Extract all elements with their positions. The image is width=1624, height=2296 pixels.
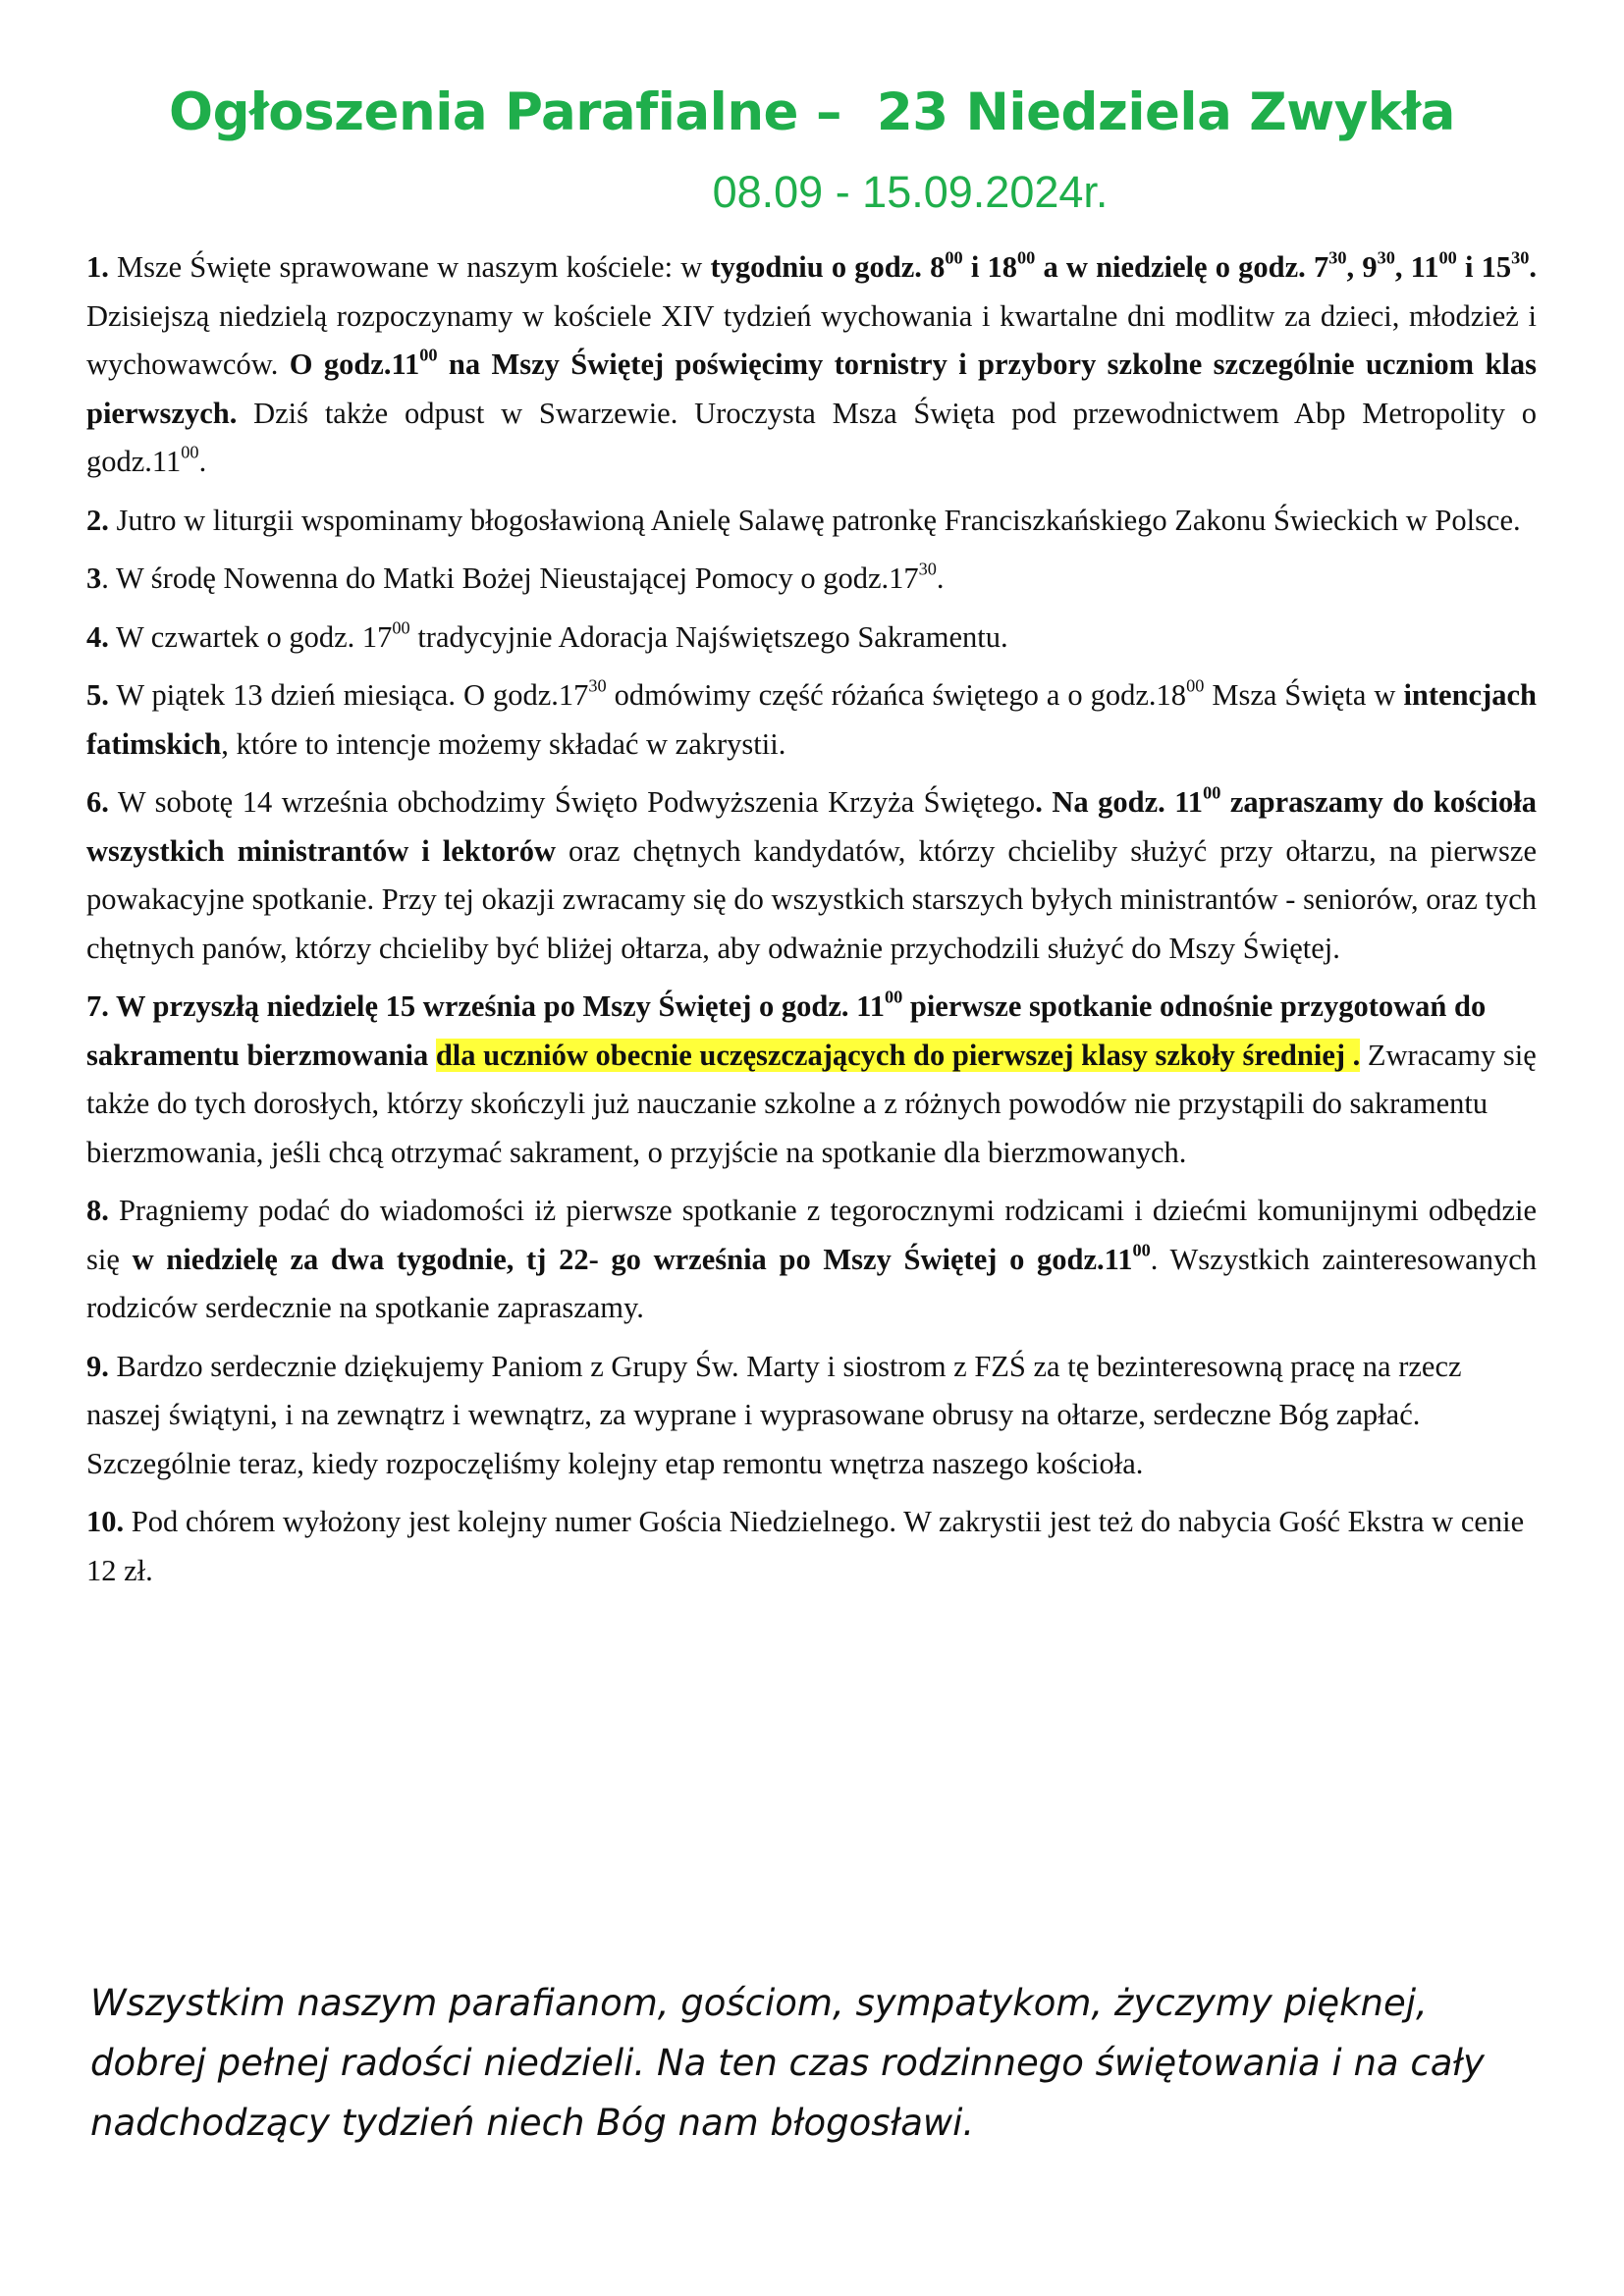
time-superscript: 30 <box>918 559 937 579</box>
time-superscript: 00 <box>419 345 438 365</box>
item-number: 9. <box>86 1349 109 1383</box>
item-number: 5. <box>86 678 109 712</box>
text: . W środę Nowenna do Matki Bożej Nieustającej Pomocy o godz.17 <box>101 561 919 595</box>
bold-text: w niedzielę za dwa tygodnie, tj 22- go września po Mszy Świętej o godz.11 <box>132 1242 1133 1276</box>
bold-text: zapraszamy do kościoła wszystkich ministrantów i lektorów <box>86 785 1537 868</box>
time-superscript: 00 <box>1203 782 1221 803</box>
text: Zwracamy się także do tych dorosłych, którzy skończyli już nauczanie szkolne a z różnych powodów nie przystąpili do sakramentu bierzmowania, jeśli chcą otrzymać sakrament, o przyjście na spotkanie dla bierzmowanych. <box>86 1038 1537 1169</box>
text: . <box>198 445 207 478</box>
text: . Wszystkich zainteresowanych rodziców serdecznie na spotkanie zapraszamy. <box>86 1242 1537 1324</box>
date-range: 08.09 - 15.09.2024r. <box>712 167 1109 217</box>
bold-text: , 9 <box>1346 250 1378 284</box>
bold-text: tygodniu o godz. 8 <box>710 250 946 284</box>
item-number: 8. <box>86 1194 109 1227</box>
time-superscript: 30 <box>1377 247 1395 268</box>
text: Msze Święte sprawowane w naszym kościele: w <box>108 250 711 284</box>
item-number: 6. <box>86 785 109 819</box>
announcement-list <box>86 243 1537 1605</box>
announcement-item-5 <box>86 671 1537 769</box>
text: Dzisiejszą niedzielą rozpoczynamy w kościele XIV tydzień wychowania i kwartalne dni modlitw za dzieci, młodzież i wychowawców. <box>86 298 1537 381</box>
time-superscript: 00 <box>1186 675 1205 696</box>
text: Dziś także odpust w Swarzewie. Uroczysta Msza Święta pod przewodnictwem Abp Metropolity o godz.11 <box>86 396 1537 478</box>
text: , które to intencje możemy składać w zakrystii. <box>221 726 786 761</box>
announcement-item-6 <box>86 778 1537 973</box>
announcement-item-10 <box>86 1498 1537 1595</box>
time-superscript: 00 <box>1132 1239 1151 1259</box>
time-superscript: 00 <box>181 442 199 462</box>
announcement-item-8 <box>86 1187 1537 1333</box>
item-number: 2. <box>86 503 109 537</box>
item-number: 10. <box>86 1505 125 1538</box>
closing-blessing: Wszystkim naszym parafianom, gościom, sympatykom, życzymy pięknej, dobrej pełnej radości niedzieli. Na ten czas rodzinnego świętowania i na cały nadchodzący tydzień niech Bóg nam błogosławi. <box>90 1982 1485 2144</box>
highlighted-text: dla uczniów obecnie uczęszczających do pierwszej klasy szkoły średniej . <box>435 1038 1361 1072</box>
bold-text: na Mszy Świętej poświęcimy tornistry i przybory szkolne szczególnie uczniom klas pierwszych. <box>86 347 1537 430</box>
time-superscript: 00 <box>392 616 410 637</box>
announcement-item-7 <box>86 983 1537 1177</box>
text: oraz chętnych kandydatów, którzy chcieliby służyć przy ołtarzu, na pierwsze powakacyjne spotkanie. Przy tej okazji zwracamy się do wszystkich starszych byłych ministrantów - seniorów, oraz tych chętnych panów, którzy chcieliby być bliżej ołtarza, aby odważnie przychodzili służyć do Mszy Świętej. <box>86 833 1537 965</box>
bold-text: , 11 <box>1394 250 1439 284</box>
time-superscript: 30 <box>588 675 607 696</box>
time-superscript: 00 <box>1016 247 1036 268</box>
text: . <box>936 561 945 595</box>
announcement-item-9 <box>86 1343 1537 1489</box>
time-superscript: 30 <box>1328 247 1347 268</box>
bold-text: 7. W przyszłą niedzielę 15 września po Mszy Świętej o godz. 11 <box>86 989 885 1023</box>
page-title: Ogłoszenia Parafialne – 23 Niedziela Zwykła <box>169 82 1455 142</box>
text: W sobotę 14 września obchodzimy Święto Podwyższenia Krzyża Świętego <box>108 785 1036 819</box>
bold-text: pierwsze spotkanie odnośnie przygotowań do sakramentu bierzmowania <box>86 989 1487 1072</box>
text: Jutro w liturgii wspominamy błogosławioną Anielę Salawę patronkę Franciszkańskiego Zakonu Świeckich w Polsce. <box>108 503 1521 537</box>
bold-text: . Na godz. 11 <box>1035 785 1204 819</box>
text: tradycyjnie Adoracja Najświętszego Sakramentu. <box>409 619 1008 654</box>
bold-text: intencjach fatimskich <box>86 678 1537 761</box>
announcement-item-1 <box>86 243 1537 487</box>
bold-text: i 18 <box>962 250 1017 284</box>
announcement-item-3 <box>86 555 1537 604</box>
bold-text: a w niedzielę o godz. 7 <box>1035 250 1329 284</box>
text: Pragniemy podać do wiadomości iż pierwsze spotkanie z tegorocznymi rodzicami i dziećmi komunijnymi odbędzie się <box>86 1194 1537 1276</box>
time-superscript: 00 <box>1438 247 1457 268</box>
item-number: 3 <box>86 561 102 595</box>
time-superscript: 00 <box>884 987 903 1007</box>
text: W czwartek o godz. 17 <box>108 619 393 654</box>
item-number: 4. <box>86 619 109 654</box>
item-number: 1. <box>86 250 109 284</box>
bold-text: . <box>1529 250 1537 284</box>
text: Pod chórem wyłożony jest kolejny numer Gościa Niedzielnego. W zakrystii jest też do nabycia Gość Ekstra w cenie 12 zł. <box>86 1505 1525 1587</box>
text: W piątek 13 dzień miesiąca. O godz.17 <box>108 678 589 712</box>
bold-text: i 15 <box>1456 250 1512 284</box>
text: odmówimy część różańca świętego a o godz.18 <box>606 678 1187 712</box>
time-superscript: 00 <box>945 247 963 268</box>
text: Bardzo serdecznie dziękujemy Paniom z Grupy Św. Marty i siostrom z FZŚ za tę bezinteresowną pracę na rzecz naszej świątyni, i na zewnątrz i wewnątrz, za wyprane i wyprasowane obrusy na ołtarze, serdeczne Bóg zapłać. Szczególnie teraz, kiedy rozpoczęliśmy kolejny etap remontu wnętrza naszego kościoła. <box>86 1349 1462 1480</box>
bold-text: O godz.11 <box>289 347 420 381</box>
announcement-item-4 <box>86 614 1537 663</box>
text: Msza Święta w <box>1204 678 1404 712</box>
announcement-item-2 <box>86 497 1537 546</box>
time-superscript: 30 <box>1511 247 1530 268</box>
